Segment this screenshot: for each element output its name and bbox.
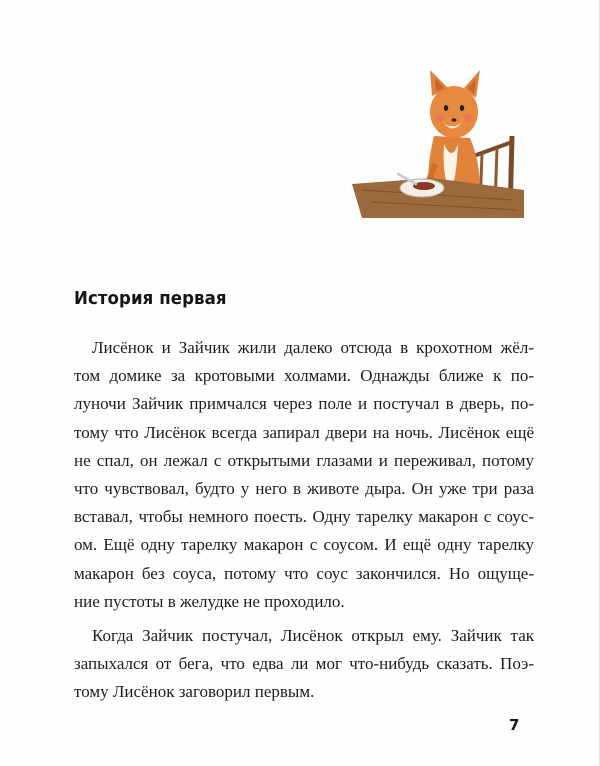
text-line: вставал, чтобы немного поесть. Одну тарелку макарон с соус- bbox=[74, 507, 534, 527]
page-number: 7 bbox=[509, 716, 520, 734]
text-line: луночи Зайчик примчался через поле и постучал в дверь, по- bbox=[74, 394, 534, 414]
chapter-title: История первая bbox=[74, 288, 227, 309]
text-line: тому Лисёнок заговорил первым. bbox=[74, 682, 315, 702]
paragraph-2 bbox=[74, 622, 534, 707]
text-line: ом. Ещё одну тарелку макарон с соусом. И ещё одну тарелку bbox=[74, 535, 534, 555]
text-line: Когда Зайчик постучал, Лисёнок открыл ему. Зайчик так bbox=[92, 625, 534, 645]
text-line: том домике за кротовыми холмами. Однажды ближе к по- bbox=[74, 366, 534, 386]
text-line: что чувствовал, будто у него в животе дыра. Он уже три раза bbox=[74, 478, 534, 498]
text-line: Лисёнок и Зайчик жили далеко отсюда в крохотном жёл- bbox=[92, 338, 534, 357]
fox-at-table-illustration bbox=[352, 66, 524, 218]
story-text bbox=[74, 334, 534, 706]
text-line: ние пустоты в желудке не проходило. bbox=[74, 591, 345, 611]
text-line: не спал, он лежал с открытыми глазами и переживал, потому bbox=[74, 450, 534, 470]
text-line: макарон без соуса, потому что соус закончился. Но ощуще- bbox=[74, 563, 534, 583]
text-line: тому что Лисёнок всегда запирал двери на ночь. Лисёнок ещё bbox=[74, 422, 534, 442]
text-line: запыхался от бега, что едва ли мог что-нибудь сказать. Поэ- bbox=[74, 654, 534, 674]
paragraph-1 bbox=[74, 334, 534, 616]
